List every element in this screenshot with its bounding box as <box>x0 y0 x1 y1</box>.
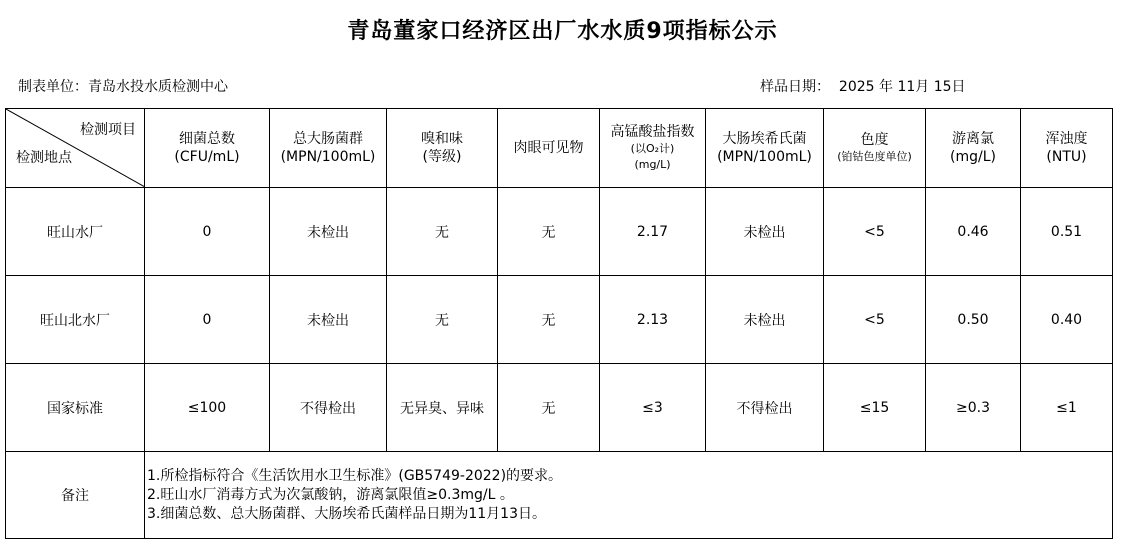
value-cell: ≥0.3 <box>926 364 1021 452</box>
header-unit: (铂钴色度单位) <box>837 150 912 163</box>
table-row <box>6 364 1113 452</box>
header-name: 高锰酸盐指数 <box>610 124 695 140</box>
value-cell: 无 <box>498 188 600 276</box>
value-cell: 0.46 <box>926 188 1021 276</box>
value-cell: 2.17 <box>600 188 706 276</box>
header-permanganate <box>600 109 706 188</box>
issuing-unit: 制表单位：青岛水投水质检测中心 <box>18 79 228 95</box>
value-cell: 无 <box>387 276 498 364</box>
sample-date-month: 11月 <box>897 79 930 95</box>
header-unit: (MPN/100mL) <box>717 149 812 165</box>
sample-date-year-unit: 年 <box>879 79 893 95</box>
header-ecoli <box>706 109 824 188</box>
notes-label: 备注 <box>6 452 145 539</box>
header-unit: (MPN/100mL) <box>280 149 376 165</box>
header-unit: (CFU/mL) <box>174 149 240 165</box>
value-cell: ≤15 <box>824 364 926 452</box>
notes-row <box>6 452 1113 539</box>
header-name: 嗅和味 <box>421 131 463 147</box>
site-cell: 旺山水厂 <box>6 188 145 276</box>
site-cell: 旺山北水厂 <box>6 276 145 364</box>
header-name: 总大肠菌群 <box>293 131 363 147</box>
header-name: 肉眼可见物 <box>513 140 584 156</box>
value-cell: ≤100 <box>145 364 270 452</box>
header-unit: (NTU) <box>1046 149 1087 165</box>
note-line: 3.细菌总数、总大肠菌群、大肠埃希氏菌样品日期为11月13日。 <box>147 505 546 522</box>
value-cell: 未检出 <box>270 276 387 364</box>
header-unit: (以O₂计) <box>630 142 675 155</box>
water-quality-table <box>5 108 1113 539</box>
value-cell: 无异臭、异味 <box>387 364 498 452</box>
value-cell: 未检出 <box>706 276 824 364</box>
header-unit: (等级) <box>422 149 462 165</box>
corner-header-cell <box>6 109 145 188</box>
header-free-chlorine <box>926 109 1021 188</box>
value-cell: 0 <box>145 276 270 364</box>
value-cell: 无 <box>498 276 600 364</box>
table-row <box>6 276 1113 364</box>
value-cell: 2.13 <box>600 276 706 364</box>
corner-site-label: 检测地点 <box>16 150 72 166</box>
table-row <box>6 188 1113 276</box>
value-cell: 0 <box>145 188 270 276</box>
header-turbidity <box>1021 109 1113 188</box>
value-cell: ≤3 <box>600 364 706 452</box>
value-cell: 不得检出 <box>270 364 387 452</box>
sample-date <box>760 76 966 96</box>
header-row <box>6 109 1113 188</box>
header-name: 色度 <box>860 132 889 148</box>
header-name: 浑浊度 <box>1045 131 1088 147</box>
header-name: 大肠埃希氏菌 <box>722 131 807 147</box>
value-cell: 0.51 <box>1021 188 1113 276</box>
value-cell: 未检出 <box>706 188 824 276</box>
header-odor <box>387 109 498 188</box>
value-cell: 0.40 <box>1021 276 1113 364</box>
value-cell: 未检出 <box>270 188 387 276</box>
note-line: 2.旺山水厂消毒方式为次氯酸钠，游离氯限值≥0.3mg/L 。 <box>147 486 514 503</box>
corner-item-label: 检测项目 <box>80 122 136 138</box>
header-name: 细菌总数 <box>179 131 235 147</box>
value-cell: 无 <box>498 364 600 452</box>
header-unit: (mg/L) <box>950 149 996 165</box>
header-bacteria <box>145 109 270 188</box>
note-line: 1.所检指标符合《生活饮用水卫生标准》(GB5749-2022)的要求。 <box>147 467 563 484</box>
value-cell: ≤1 <box>1021 364 1113 452</box>
value-cell: 0.50 <box>926 276 1021 364</box>
sample-date-label: 样品日期： <box>760 79 830 95</box>
header-unit2: (mg/L) <box>634 158 671 171</box>
site-cell: 国家标准 <box>6 364 145 452</box>
value-cell: 无 <box>387 188 498 276</box>
header-color <box>824 109 926 188</box>
header-coliform <box>270 109 387 188</box>
value-cell: <5 <box>824 276 926 364</box>
header-visible-matter <box>498 109 600 188</box>
notes-cell <box>145 452 1113 539</box>
value-cell: 不得检出 <box>706 364 824 452</box>
sample-date-year: 2025 <box>838 79 875 95</box>
value-cell: <5 <box>824 188 926 276</box>
header-name: 游离氯 <box>952 131 994 147</box>
sample-date-day: 15日 <box>933 79 966 95</box>
page-title: 青岛董家口经济区出厂水水质9项指标公示 <box>347 19 778 44</box>
